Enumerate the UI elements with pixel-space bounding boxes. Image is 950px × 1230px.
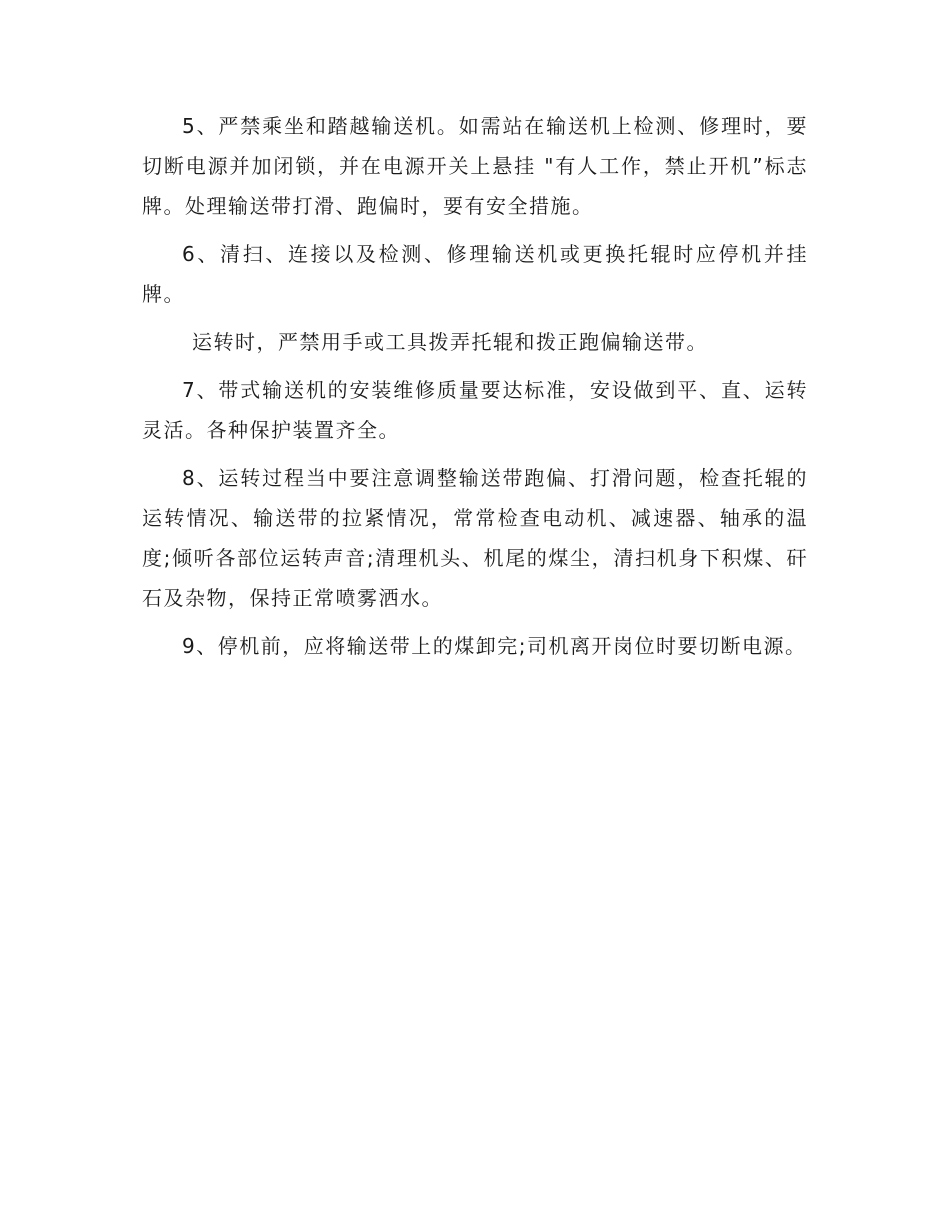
paragraph-item-5: 5、严禁乘坐和踏越输送机。如需站在输送机上检测、修理时，要切断电源并加闭锁，并在电源开关上悬挂 "有人工作，禁止开机”标志牌。处理输送带打滑、跑偏时，要有安全措施。 bbox=[142, 114, 808, 218]
paragraph-item-6: 6、清扫、连接以及检测、修理输送机或更换托辊时应停机并挂牌。 bbox=[142, 242, 808, 306]
document-body bbox=[142, 106, 808, 674]
paragraph-item-9: 9、停机前，应将输送带上的煤卸完;司机离开岗位时要切断电源。 bbox=[182, 634, 807, 658]
paragraph-item-6-note: 运转时，严禁用手或工具拨弄托辊和拨正跑偏输送带。 bbox=[192, 330, 708, 354]
paragraph-item-8: 8、运转过程当中要注意调整输送带跑偏、打滑问题，检查托辊的运转情况、输送带的拉紧情况，常常检查电动机、减速器、轴承的温度;倾听各部位运转声音;清理机头、机尾的煤尘，清扫机身下积煤、矸石及杂物，保持正常喷雾洒水。 bbox=[142, 466, 808, 610]
paragraph-item-7: 7、带式输送机的安装维修质量要达标准，安设做到平、直、运转灵活。各种保护装置齐全。 bbox=[142, 378, 808, 442]
